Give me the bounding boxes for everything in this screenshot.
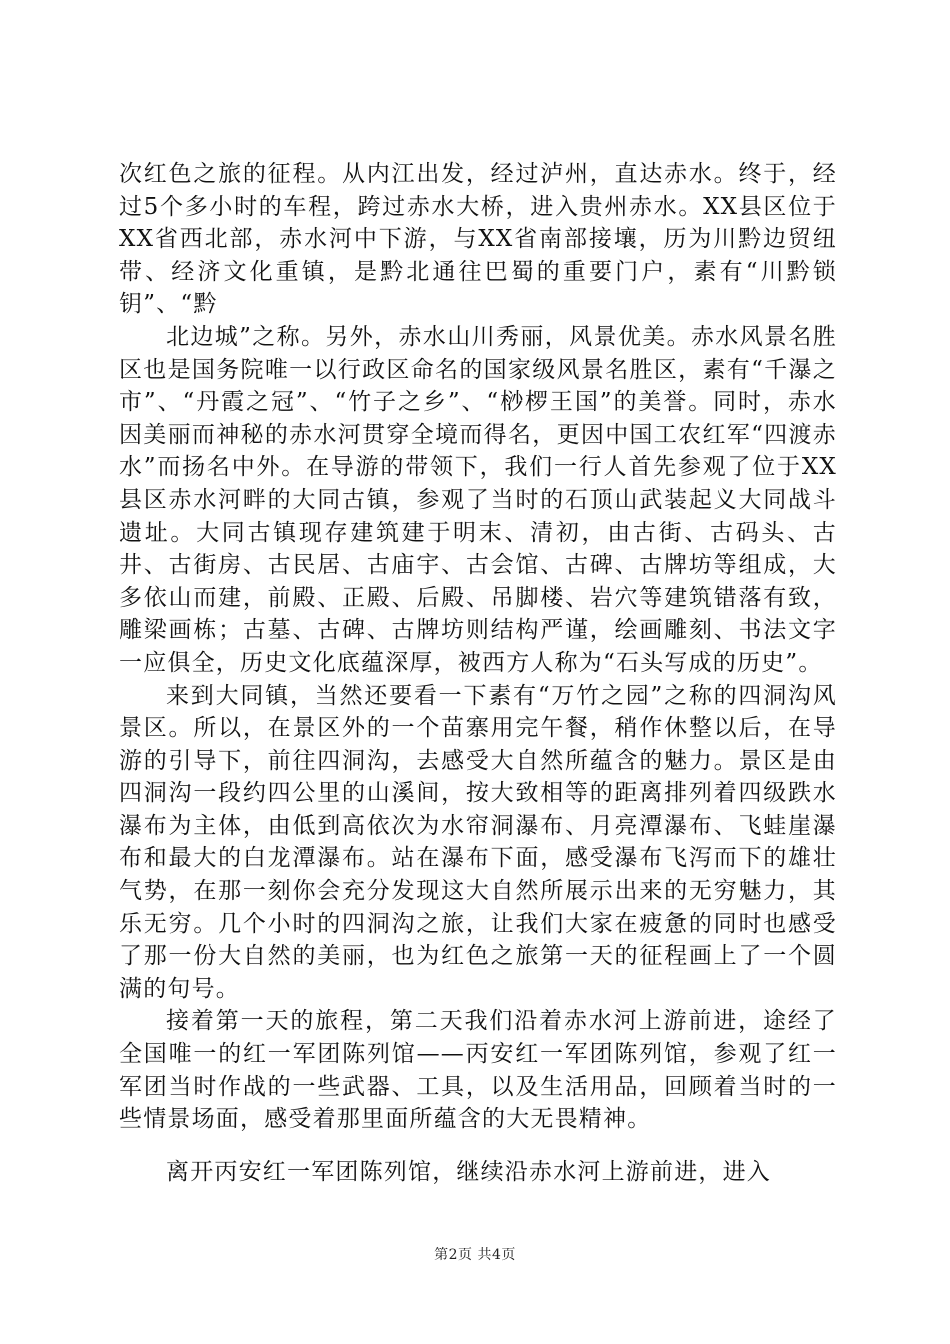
paragraph-5: 离开丙安红一军团陈列馆，继续沿赤水河上游前进，进入 (166, 1158, 771, 1185)
paragraph-4: 接着第一天的旅程，第二天我们沿着赤水河上游前进，途经了全国唯一的红一军团陈列馆——丙安红一军团陈列馆，参观了红一军团当时作战的一些武器、工具，以及生活用品，回顾着当时的一些情景场面，感受着那里面所蕴含的大无畏精神。 (119, 1008, 837, 1133)
paragraph-3: 来到大同镇，当然还要看一下素有“万竹之园”之称的四洞沟风景区。所以，在景区外的一个苗寨用完午餐，稍作休整以后，在导游的引导下，前往四洞沟，去感受大自然所蕴含的魅力。景区是由四洞沟一段约四公里的山溪间，按大致相等的距离排列着四级跌水瀑布为主体，由低到高依次为水帘洞瀑布、月亮潭瀑布、飞蛙崖瀑布和最大的白龙潭瀑布。站在瀑布下面，感受瀑布飞泻而下的雄壮气势，在那一刻你会充分发现这大自然所展示出来的无穷魅力，其乐无穷。几个小时的四洞沟之旅，让我们大家在疲惫的同时也感受了那一份大自然的美丽，也为红色之旅第一天的征程画上了一个圆满的句号。 (119, 682, 837, 1002)
body-text (119, 158, 837, 1188)
paragraph-1: 次红色之旅的征程。从内江出发，经过泸州，直达赤水。终于，经过5个多小时的车程，跨过赤水大桥，进入贵州赤水。XX县区位于XX省西北部，赤水河中下游，与XX省南部接壤，历为川黔边贸纽带、经济文化重镇，是黔北通往巴蜀的重要门户，素有“川黔锁钥”、“黔 (119, 161, 837, 318)
page-footer: 第2页 共4页 (434, 1247, 516, 1263)
paragraph-2: 北边城”之称。另外，赤水山川秀丽，风景优美。赤水风景名胜区也是国务院唯一以行政区命名的国家级风景名胜区，素有“千瀑之市”、“丹霞之冠”、“竹子之乡”、“桫椤王国”的美誉。同时，赤水因美丽而神秘的赤水河贯穿全境而得名，更因中国工农红军“四渡赤水”而扬名中外。在导游的带领下，我们一行人首先参观了位于XX县区赤水河畔的大同古镇，参观了当时的石顶山武装起义大同战斗遗址。大同古镇现存建筑建于明末、清初，由古街、古码头、古井、古街房、古民居、古庙宇、古会馆、古碑、古牌坊等组成，大多依山而建，前殿、正殿、后殿、吊脚楼、岩穴等建筑错落有致，雕梁画栋；古墓、古碑、古牌坊则结构严谨，绘画雕刻、书法文字一应俱全，历史文化底蕴深厚，被西方人称为“石头写成的历史”。 (119, 323, 837, 676)
